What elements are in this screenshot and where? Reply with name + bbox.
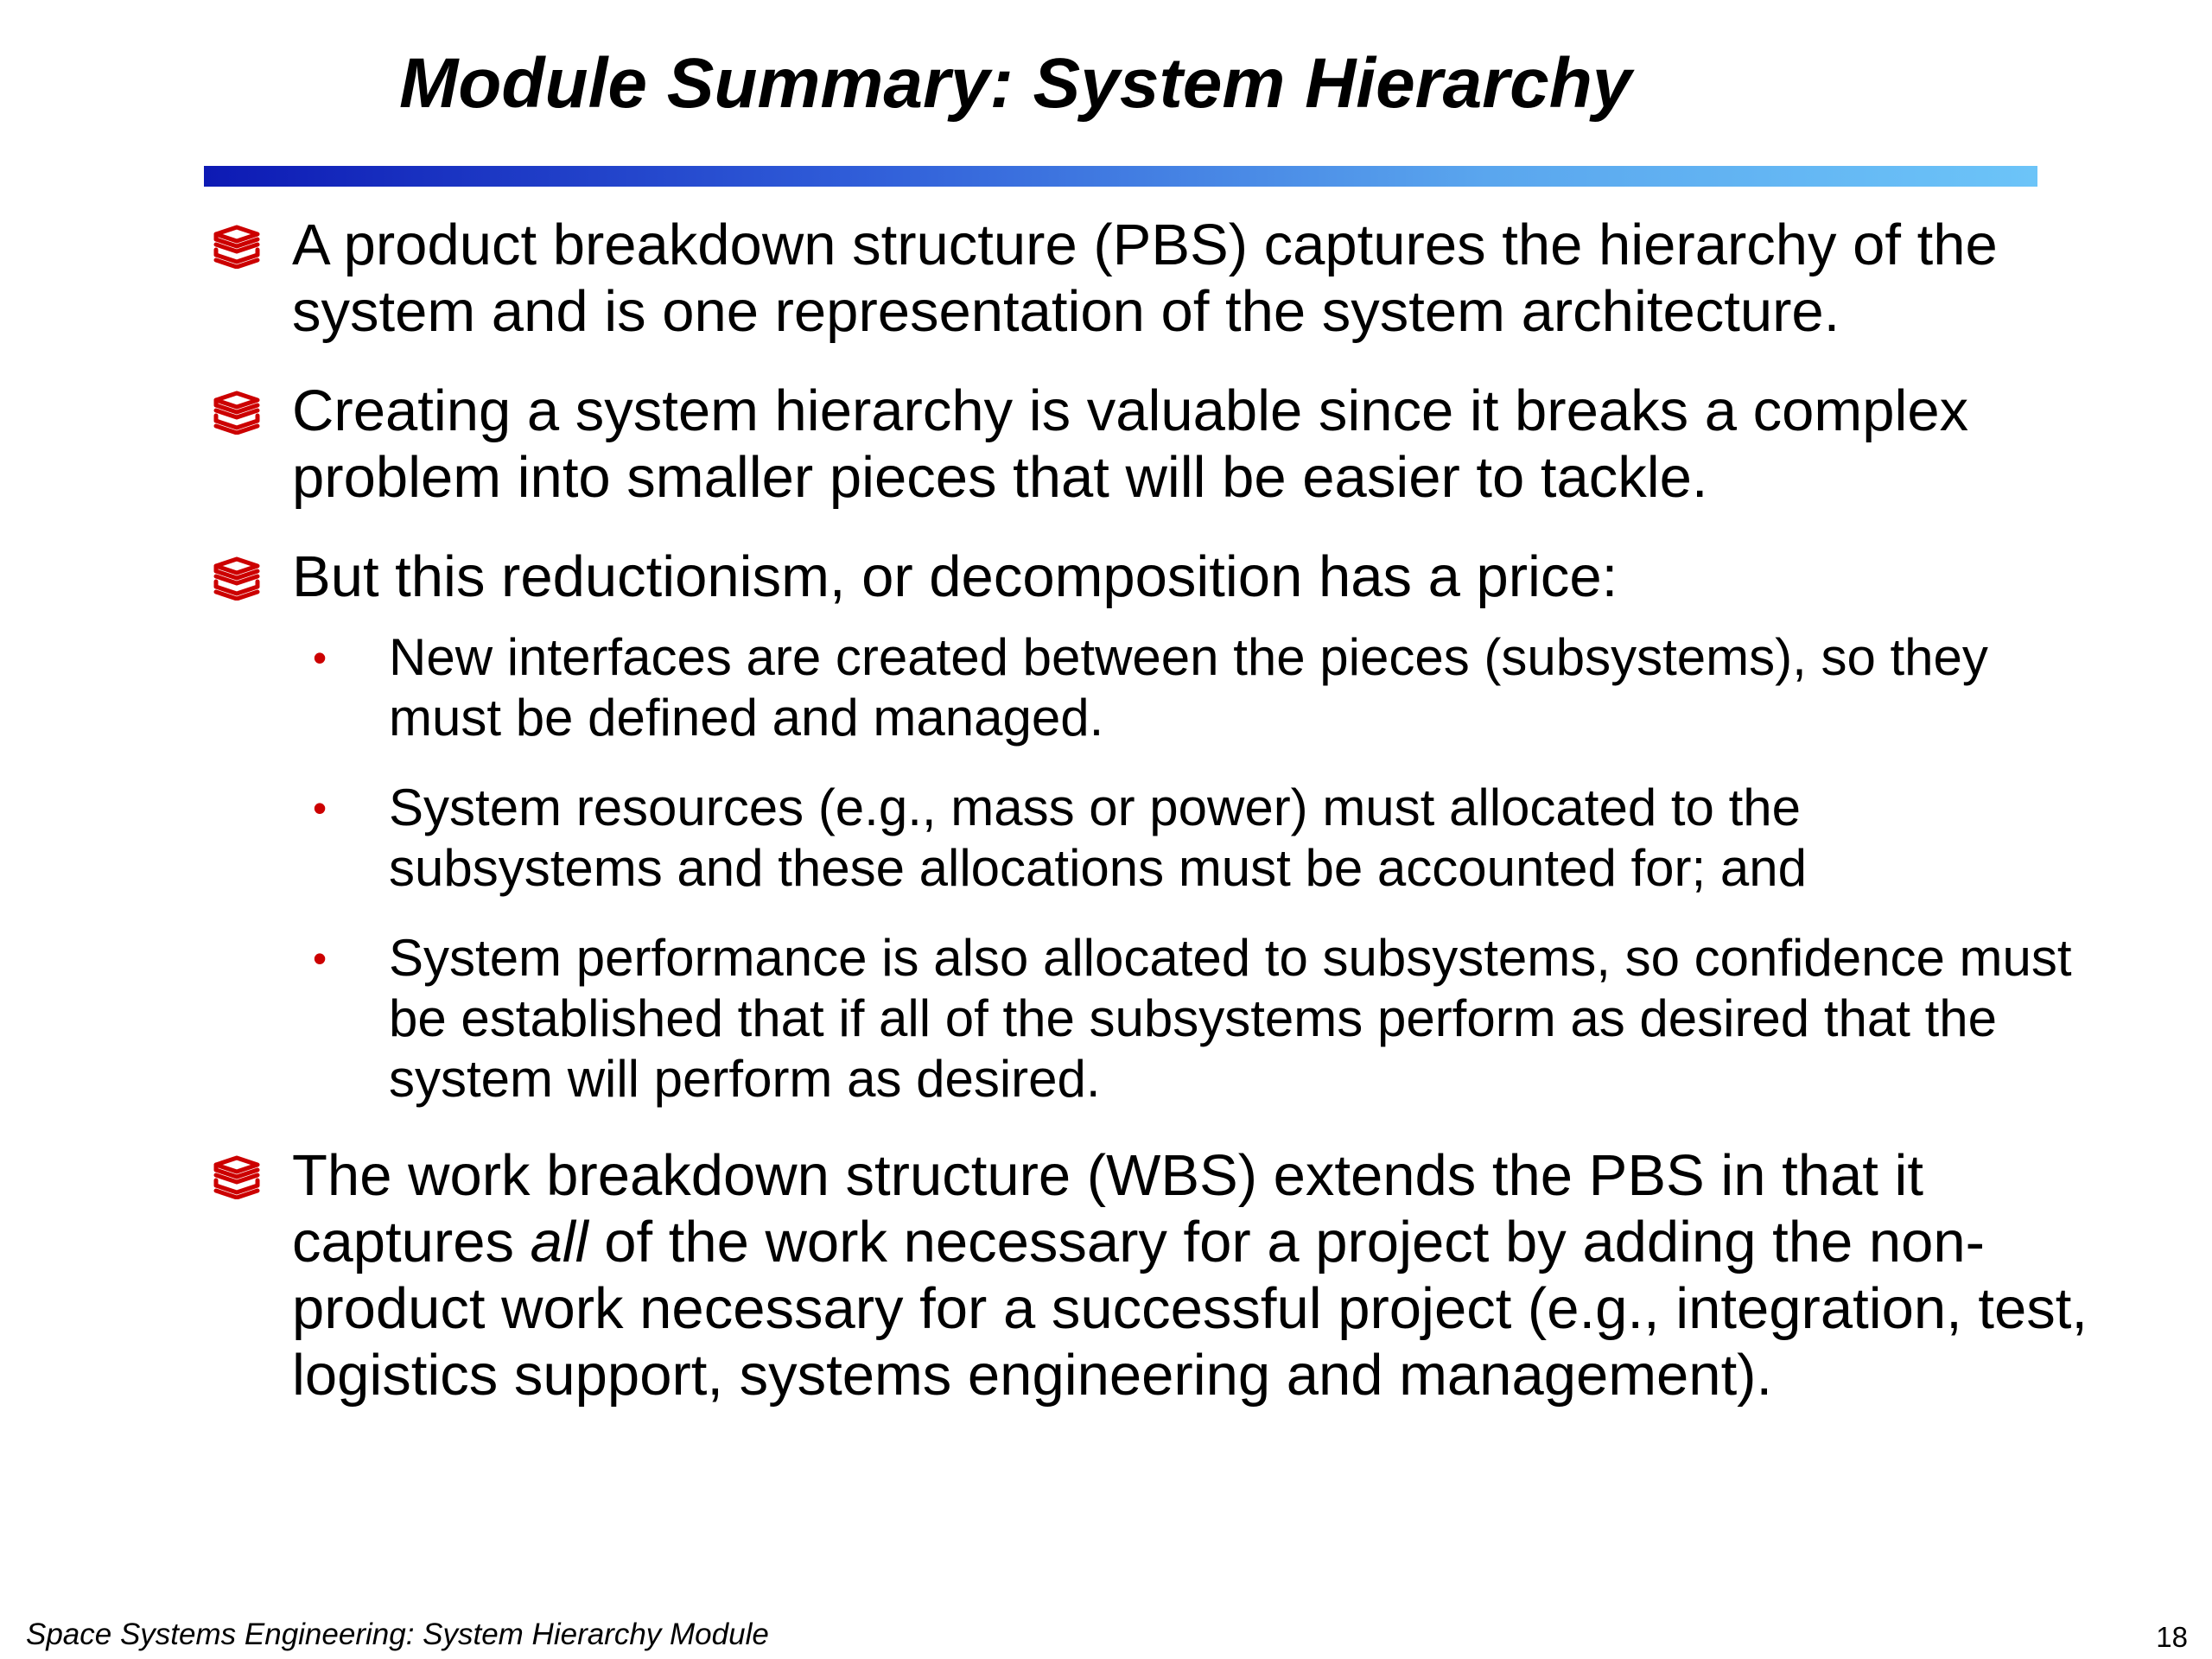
sub-bullet-dot: • — [312, 635, 327, 680]
sub-bullet-list — [292, 627, 2088, 1109]
bullet-text: Creating a system hierarchy is valuable since it breaks a complex problem into smaller pieces that will be easier to tackle. — [292, 378, 1969, 510]
sub-bullet-text: New interfaces are created between the pieces (subsystems), so they must be defined and managed. — [389, 628, 1988, 747]
bullet-item-hierarchy-value — [204, 378, 2088, 511]
sub-bullet-text: System resources (e.g., mass or power) must allocated to the subsystems and these allocations must be accounted for; and — [389, 779, 1807, 897]
bullet-text-part: of the work necessary for a project by adding the non-product work necessary for a successful project (e.g., integration, test, logistics support, systems engineering and management). — [292, 1210, 2088, 1408]
sub-bullet-text: System performance is also allocated to subsystems, so confidence must be established that if all of the subsystems perform as desired that the system will perform as desired. — [389, 929, 2072, 1108]
bullet-list — [204, 212, 2088, 1441]
slide-title: Module Summary: System Hierarchy — [399, 44, 1632, 123]
bullet-item-reductionism — [204, 543, 2088, 1109]
bullet-text: But this reductionism, or decomposition has a price: — [292, 544, 1618, 609]
sub-bullet-dot: • — [312, 785, 327, 830]
bullet-text: A product breakdown structure (PBS) captures the hierarchy of the system and is one representation of the system architecture. — [292, 213, 1998, 344]
bullet-text-emphasis: all — [530, 1210, 588, 1274]
page-number: 18 — [2156, 1621, 2188, 1653]
sub-bullet-item-resources — [302, 778, 2088, 899]
stacked-books-icon — [211, 1154, 263, 1199]
stacked-books-icon — [211, 556, 263, 601]
sub-bullet-dot: • — [312, 936, 327, 981]
stacked-books-icon — [211, 390, 263, 435]
bullet-text-part: The work breakdown structure (WBS) extends the PBS in that it captures — [292, 1143, 1923, 1274]
stacked-books-icon — [211, 224, 263, 269]
sub-bullet-item-interfaces — [302, 627, 2088, 748]
bullet-item-pbs — [204, 212, 2088, 345]
sub-bullet-item-performance — [302, 928, 2088, 1109]
bullet-item-wbs — [204, 1142, 2088, 1408]
title-underline-bar — [204, 166, 2037, 187]
footer-course-title: Space Systems Engineering: System Hierarchy Module — [26, 1618, 769, 1651]
